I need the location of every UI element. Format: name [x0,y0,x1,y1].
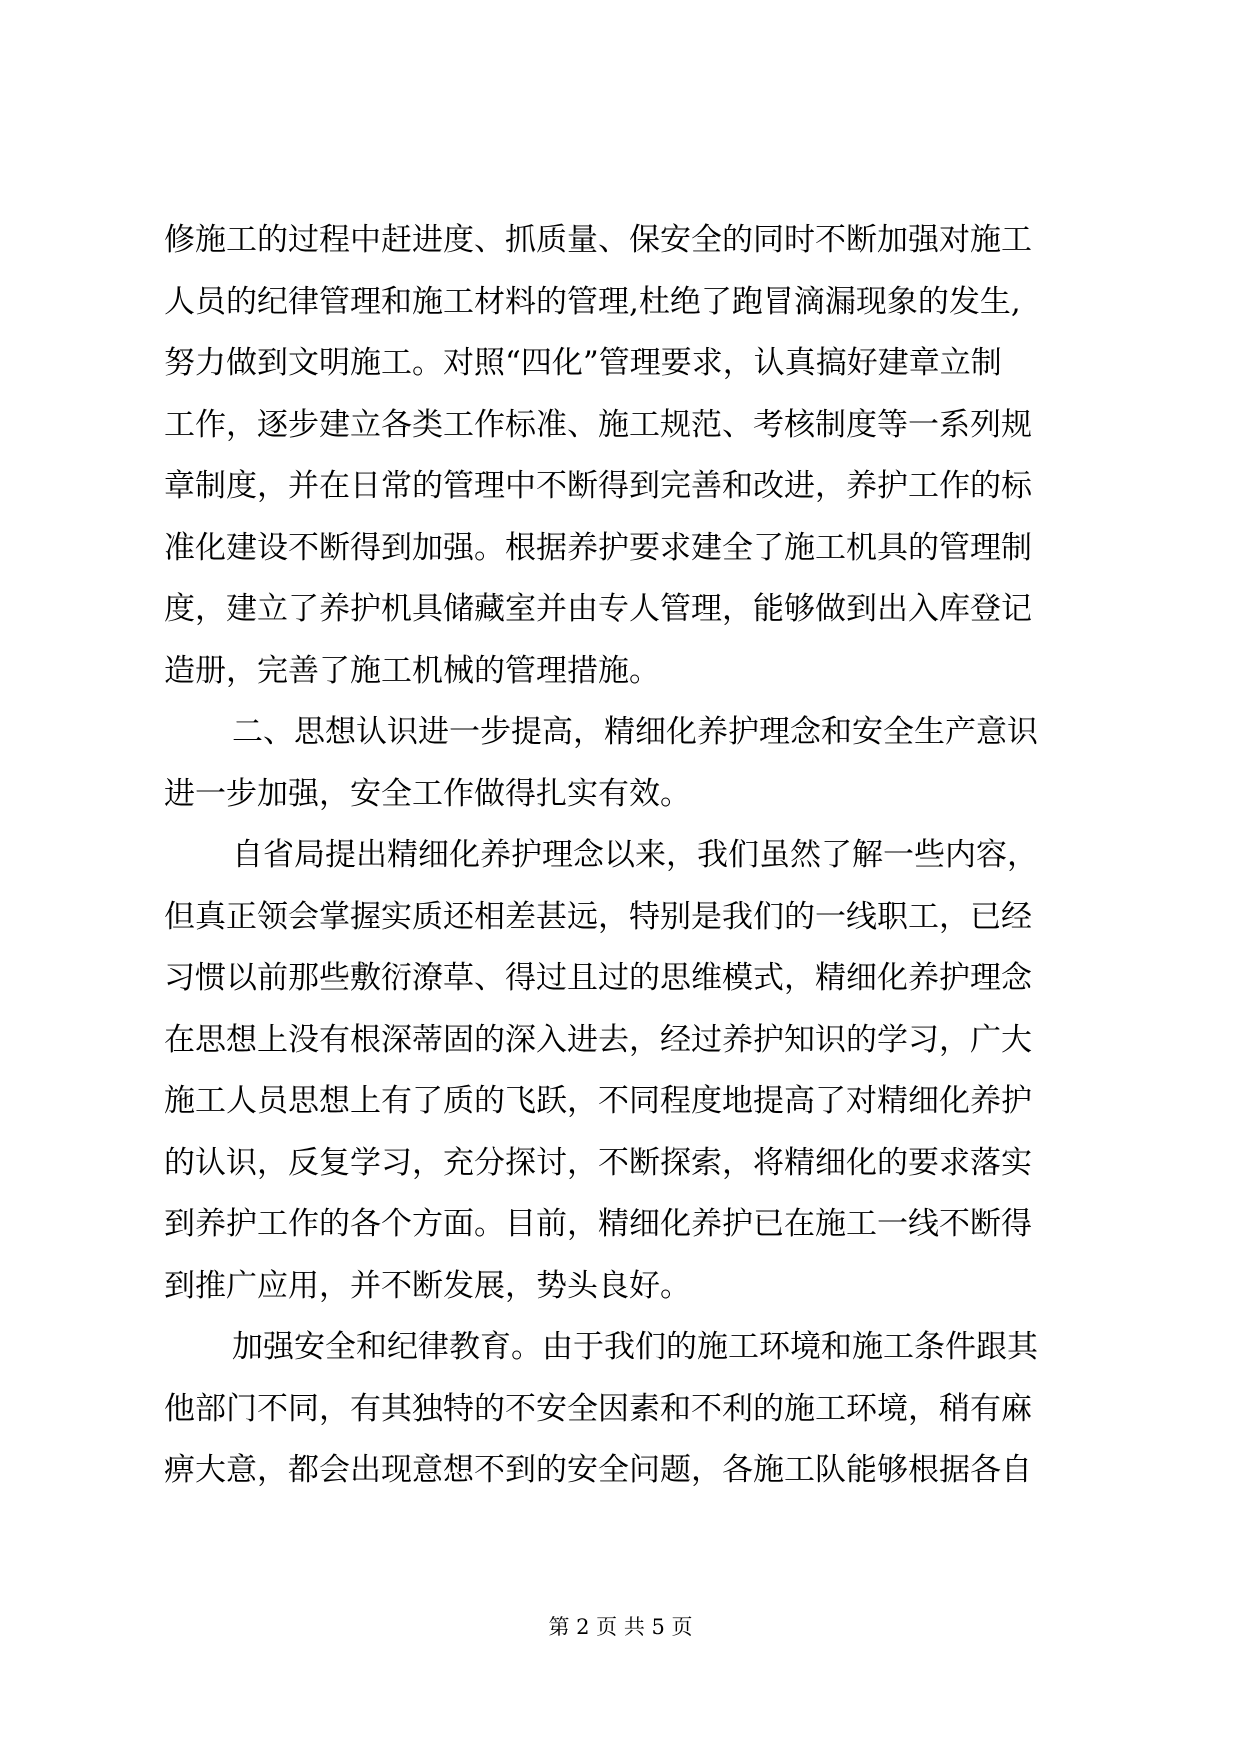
paragraph-line: 工作，逐步建立各类工作标准、施工规范、考核制度等一系列规 [164,406,1032,443]
paragraph-line: 度，建立了养护机具储藏室并由专人管理，能够做到出入库登记 [164,591,1032,627]
paragraph-line: 痹大意，都会出现意想不到的安全问题，各施工队能够根据各自 [164,1452,1032,1488]
paragraph-line: 自省局提出精细化养护理念以来，我们虽然了解一些内容， [232,837,1038,873]
paragraph-line: 二、思想认识进一步提高，精细化养护理念和安全生产意识 [232,714,1038,750]
page-number-footer: 第 2 页 共 5 页 [548,1615,693,1639]
paragraph-line: 到推广应用，并不断发展，势头良好。 [164,1267,691,1304]
paragraph-p1 [164,210,1124,702]
document-body [164,210,1124,1502]
paragraph-line: 章制度，并在日常的管理中不断得到完善和改进，养护工作的标 [164,468,1032,504]
paragraph-line: 施工人员思想上有了质的飞跃，不同程度地提高了对精细化养护 [164,1083,1032,1119]
paragraph-line: 努力做到文明施工。对照“四化”管理要求，认真搞好建章立制 [164,345,1002,381]
paragraph-p3 [164,825,1124,1317]
paragraph-p4 [164,1317,1124,1502]
paragraph-line: 在思想上没有根深蒂固的深入进去，经过养护知识的学习，广大 [164,1021,1032,1058]
paragraph-line: 他部门不同，有其独特的不安全因素和不利的施工环境，稍有麻 [164,1390,1032,1427]
paragraph-p2 [164,702,1124,825]
paragraph-line: 到养护工作的各个方面。目前，精细化养护已在施工一线不断得 [164,1206,1032,1242]
paragraph-line: 进一步加强，安全工作做得扎实有效。 [164,775,691,812]
paragraph-line: 的认识，反复学习，充分探讨，不断探索，将精细化的要求落实 [164,1144,1032,1181]
paragraph-line: 造册，完善了施工机械的管理措施。 [164,652,660,689]
paragraph-line: 准化建设不断得到加强。根据养护要求建全了施工机具的管理制 [164,529,1032,566]
paragraph-line: 但真正领会掌握实质还相差甚远，特别是我们的一线职工，已经 [164,898,1032,935]
paragraph-line: 习惯以前那些敷衍潦草、得过且过的思维模式，精细化养护理念 [164,960,1032,996]
paragraph-line: 修施工的过程中赶进度、抓质量、保安全的同时不断加强对施工 [164,222,1032,258]
paragraph-line: 人员的纪律管理和施工材料的管理,杜绝了跑冒滴漏现象的发生, [164,283,1021,320]
paragraph-line: 加强安全和纪律教育。由于我们的施工环境和施工条件跟其 [232,1329,1038,1365]
